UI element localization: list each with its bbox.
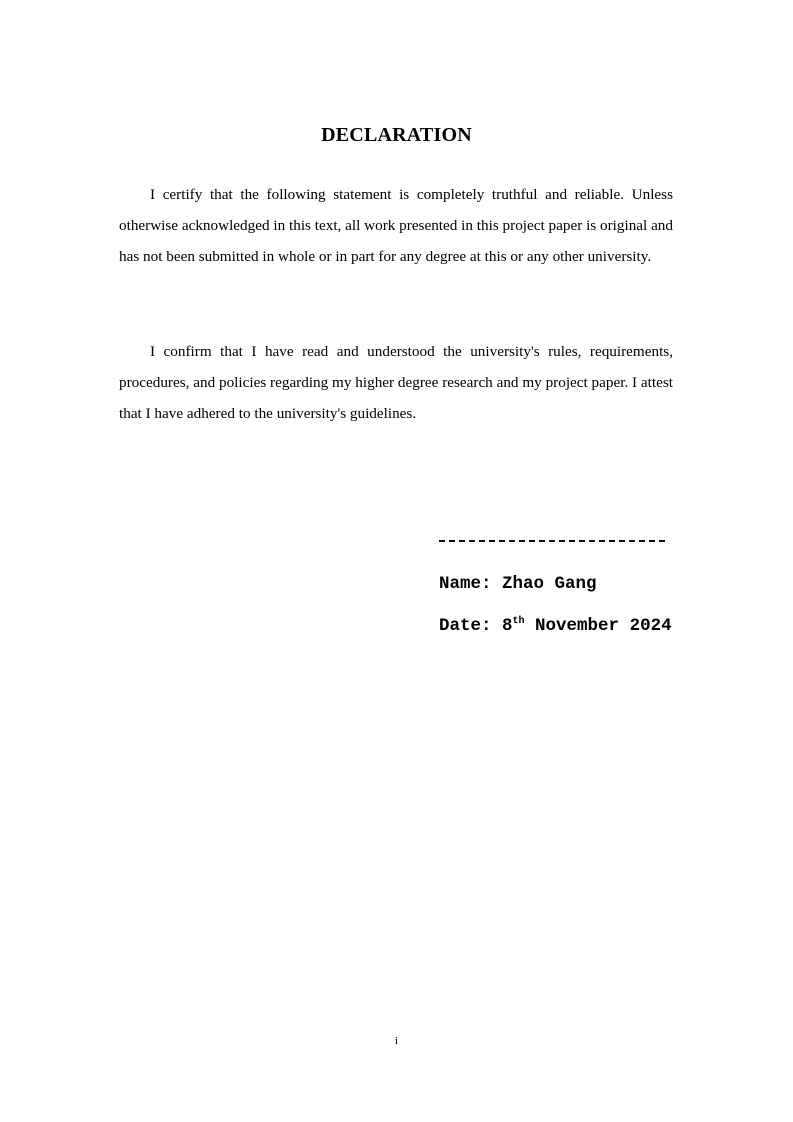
name-value: Zhao Gang	[502, 574, 597, 594]
date-rest: November 2024	[524, 616, 672, 636]
paragraph-text: I confirm that I have read and understood the university's rules, requirements, procedures, and policies regarding my higher degree research and my project paper. I attest that I have adhered to the university's guidelines.	[119, 343, 673, 423]
signature-date	[439, 616, 672, 636]
paragraph-text: I certify that the following statement is completely truthful and reliable. Unless otherwise acknowledged in this text, all work presented in this project paper is original and has not been submitted in whole or in part for any degree at this or any other university.	[119, 186, 673, 266]
declaration-paragraph-2	[119, 336, 673, 430]
signature-name	[439, 574, 597, 594]
signature-line	[439, 540, 665, 542]
date-label: Date:	[439, 616, 503, 636]
declaration-paragraph-1	[119, 179, 673, 273]
name-label: Name:	[439, 574, 503, 594]
page-number: i	[394, 1035, 399, 1047]
page-title: DECLARATION	[321, 124, 472, 146]
date-day: 8	[502, 616, 513, 636]
date-ordinal-suffix: th	[512, 616, 525, 627]
